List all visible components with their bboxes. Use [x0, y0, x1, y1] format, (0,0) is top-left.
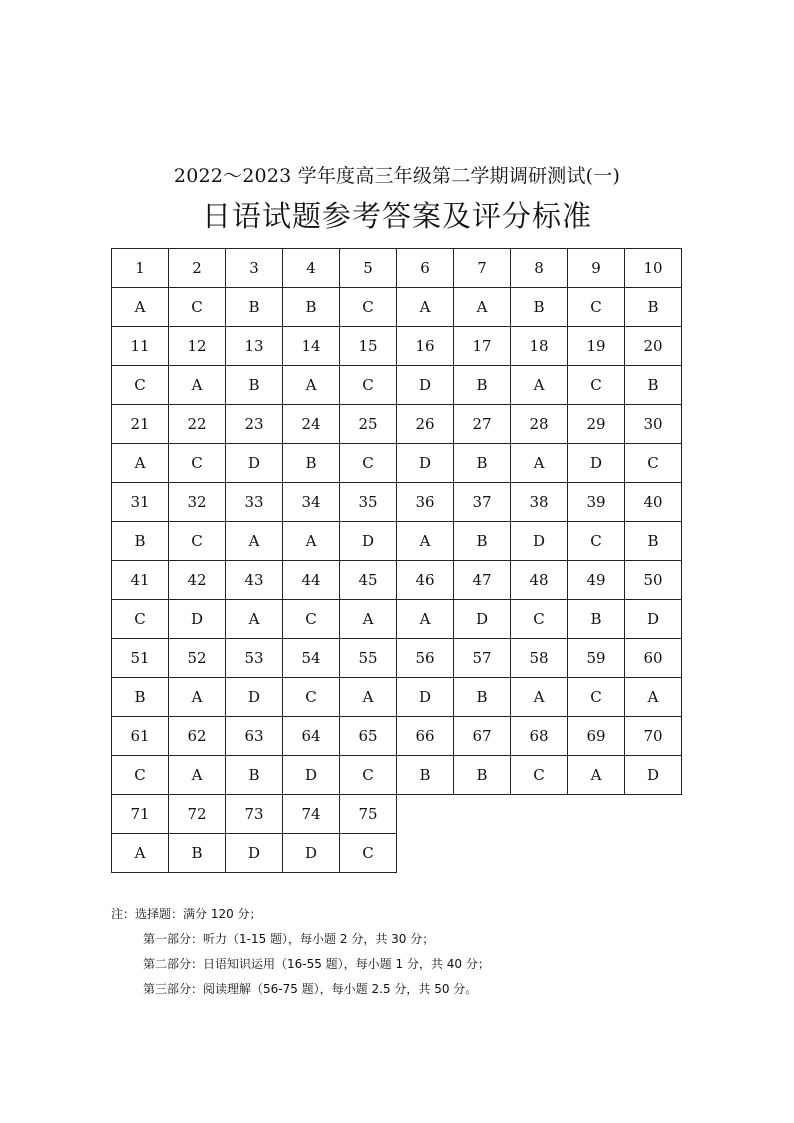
answer-row	[112, 522, 682, 561]
question-number-cell: 43	[226, 561, 283, 600]
answer-cell: C	[340, 288, 397, 327]
answer-cell: D	[283, 756, 340, 795]
question-number-cell: 64	[283, 717, 340, 756]
answer-cell: B	[226, 756, 283, 795]
answer-cell: B	[112, 678, 169, 717]
answer-cell: A	[397, 522, 454, 561]
note-line: 注：选择题：满分 120 分；	[111, 907, 262, 921]
question-number-cell: 8	[511, 249, 568, 288]
answer-cell: D	[226, 678, 283, 717]
answer-cell: D	[226, 834, 283, 873]
question-number-cell: 26	[397, 405, 454, 444]
answer-cell: B	[397, 756, 454, 795]
answer-cell: C	[340, 834, 397, 873]
answer-cell: B	[625, 288, 682, 327]
empty-cell	[625, 795, 682, 834]
note-line: 第三部分：阅读理解（56-75 题），每小题 2.5 分，共 50 分。	[143, 982, 478, 996]
note-line: 第一部分：听力（1-15 题），每小题 2 分，共 30 分；	[143, 932, 435, 946]
question-number-row	[112, 327, 682, 366]
answer-cell: D	[169, 600, 226, 639]
question-number-cell: 27	[454, 405, 511, 444]
question-number-cell: 36	[397, 483, 454, 522]
question-number-cell: 60	[625, 639, 682, 678]
answer-row	[112, 834, 682, 873]
answer-cell: D	[568, 444, 625, 483]
answer-cell: B	[112, 522, 169, 561]
answer-row	[112, 444, 682, 483]
question-number-cell: 54	[283, 639, 340, 678]
question-number-cell: 42	[169, 561, 226, 600]
question-number-cell: 47	[454, 561, 511, 600]
answer-cell: D	[397, 366, 454, 405]
question-number-cell: 7	[454, 249, 511, 288]
answer-cell: B	[283, 288, 340, 327]
answer-cell: C	[340, 756, 397, 795]
question-number-cell: 70	[625, 717, 682, 756]
question-number-cell: 5	[340, 249, 397, 288]
question-number-cell: 73	[226, 795, 283, 834]
answer-cell: A	[112, 444, 169, 483]
answer-cell: A	[283, 366, 340, 405]
answer-cell: A	[397, 288, 454, 327]
answer-cell: A	[511, 444, 568, 483]
answer-cell: A	[226, 600, 283, 639]
answer-cell: B	[454, 756, 511, 795]
question-number-cell: 67	[454, 717, 511, 756]
question-number-cell: 2	[169, 249, 226, 288]
question-number-cell: 66	[397, 717, 454, 756]
question-number-cell: 23	[226, 405, 283, 444]
question-number-cell: 6	[397, 249, 454, 288]
question-number-cell: 31	[112, 483, 169, 522]
answer-cell: D	[340, 522, 397, 561]
answer-cell: A	[112, 834, 169, 873]
question-number-cell: 74	[283, 795, 340, 834]
question-number-cell: 63	[226, 717, 283, 756]
question-number-row	[112, 249, 682, 288]
question-number-row	[112, 483, 682, 522]
answer-row	[112, 366, 682, 405]
answer-cell: A	[169, 366, 226, 405]
answer-cell: D	[397, 678, 454, 717]
answer-cell: C	[568, 522, 625, 561]
answer-cell: A	[454, 288, 511, 327]
question-number-cell: 61	[112, 717, 169, 756]
empty-cell	[397, 795, 454, 834]
answer-cell: D	[226, 444, 283, 483]
answer-table	[111, 248, 682, 873]
question-number-cell: 55	[340, 639, 397, 678]
question-number-cell: 45	[340, 561, 397, 600]
answer-cell: A	[340, 600, 397, 639]
answer-cell: C	[568, 366, 625, 405]
question-number-cell: 69	[568, 717, 625, 756]
answer-cell: B	[454, 366, 511, 405]
question-number-cell: 59	[568, 639, 625, 678]
empty-cell	[454, 795, 511, 834]
question-number-cell: 37	[454, 483, 511, 522]
question-number-cell: 72	[169, 795, 226, 834]
answer-cell: A	[112, 288, 169, 327]
question-number-cell: 57	[454, 639, 511, 678]
answer-cell: B	[511, 288, 568, 327]
answer-cell: C	[511, 600, 568, 639]
question-number-cell: 34	[283, 483, 340, 522]
answer-cell: C	[112, 366, 169, 405]
answer-cell: C	[340, 444, 397, 483]
answer-cell: A	[625, 678, 682, 717]
question-number-cell: 21	[112, 405, 169, 444]
question-number-cell: 17	[454, 327, 511, 366]
answer-cell: A	[169, 756, 226, 795]
answer-cell: B	[625, 366, 682, 405]
answer-cell: A	[340, 678, 397, 717]
answer-cell: B	[169, 834, 226, 873]
question-number-cell: 58	[511, 639, 568, 678]
empty-cell	[625, 834, 682, 873]
question-number-row	[112, 405, 682, 444]
question-number-row	[112, 795, 682, 834]
answer-cell: C	[625, 444, 682, 483]
answer-cell: B	[226, 366, 283, 405]
empty-cell	[511, 834, 568, 873]
answer-cell: B	[454, 522, 511, 561]
answer-cell: B	[283, 444, 340, 483]
question-number-cell: 3	[226, 249, 283, 288]
question-number-cell: 22	[169, 405, 226, 444]
answer-cell: C	[169, 288, 226, 327]
answer-cell: D	[511, 522, 568, 561]
question-number-row	[112, 717, 682, 756]
question-number-cell: 48	[511, 561, 568, 600]
answer-cell: A	[568, 756, 625, 795]
answer-cell: B	[454, 678, 511, 717]
question-number-cell: 29	[568, 405, 625, 444]
question-number-row	[112, 639, 682, 678]
question-number-cell: 44	[283, 561, 340, 600]
question-number-cell: 12	[169, 327, 226, 366]
empty-cell	[397, 834, 454, 873]
question-number-cell: 65	[340, 717, 397, 756]
answer-row	[112, 756, 682, 795]
question-number-cell: 52	[169, 639, 226, 678]
scoring-notes	[111, 902, 490, 1002]
question-number-cell: 62	[169, 717, 226, 756]
question-number-cell: 24	[283, 405, 340, 444]
answer-cell: C	[169, 522, 226, 561]
question-number-cell: 30	[625, 405, 682, 444]
answer-cell: B	[625, 522, 682, 561]
empty-cell	[568, 795, 625, 834]
answer-cell: B	[454, 444, 511, 483]
answer-cell: A	[397, 600, 454, 639]
question-number-cell: 28	[511, 405, 568, 444]
answer-cell: A	[283, 522, 340, 561]
question-number-cell: 41	[112, 561, 169, 600]
answer-cell: D	[283, 834, 340, 873]
answer-cell: C	[169, 444, 226, 483]
question-number-cell: 19	[568, 327, 625, 366]
question-number-cell: 71	[112, 795, 169, 834]
question-number-cell: 4	[283, 249, 340, 288]
question-number-cell: 35	[340, 483, 397, 522]
question-number-cell: 32	[169, 483, 226, 522]
answer-cell: B	[226, 288, 283, 327]
answer-cell: C	[568, 678, 625, 717]
exam-subtitle: 2022～2023 学年度高三年级第二学期调研测试(一)	[173, 165, 621, 187]
question-number-cell: 9	[568, 249, 625, 288]
question-number-cell: 39	[568, 483, 625, 522]
answer-cell: C	[283, 600, 340, 639]
question-number-cell: 10	[625, 249, 682, 288]
question-number-cell: 11	[112, 327, 169, 366]
answer-cell: A	[169, 678, 226, 717]
empty-cell	[511, 795, 568, 834]
answer-cell: D	[625, 756, 682, 795]
question-number-row	[112, 561, 682, 600]
question-number-cell: 40	[625, 483, 682, 522]
question-number-cell: 53	[226, 639, 283, 678]
question-number-cell: 18	[511, 327, 568, 366]
answer-row	[112, 288, 682, 327]
page-title: 日语试题参考答案及评分标准	[201, 199, 592, 233]
answer-cell: C	[340, 366, 397, 405]
question-number-cell: 14	[283, 327, 340, 366]
answer-cell: A	[226, 522, 283, 561]
question-number-cell: 49	[568, 561, 625, 600]
question-number-cell: 1	[112, 249, 169, 288]
answer-cell: A	[511, 678, 568, 717]
answer-cell: D	[625, 600, 682, 639]
answer-cell: C	[112, 756, 169, 795]
question-number-cell: 51	[112, 639, 169, 678]
answer-cell: C	[112, 600, 169, 639]
note-line: 第二部分：日语知识运用（16-55 题），每小题 1 分，共 40 分；	[143, 957, 490, 971]
answer-row	[112, 600, 682, 639]
answer-cell: C	[511, 756, 568, 795]
answer-cell: D	[397, 444, 454, 483]
question-number-cell: 33	[226, 483, 283, 522]
question-number-cell: 56	[397, 639, 454, 678]
question-number-cell: 15	[340, 327, 397, 366]
question-number-cell: 38	[511, 483, 568, 522]
empty-cell	[568, 834, 625, 873]
question-number-cell: 50	[625, 561, 682, 600]
question-number-cell: 20	[625, 327, 682, 366]
empty-cell	[454, 834, 511, 873]
answer-cell: A	[511, 366, 568, 405]
question-number-cell: 16	[397, 327, 454, 366]
answer-cell: C	[283, 678, 340, 717]
question-number-cell: 25	[340, 405, 397, 444]
answer-cell: C	[568, 288, 625, 327]
answer-row	[112, 678, 682, 717]
answer-cell: B	[568, 600, 625, 639]
question-number-cell: 13	[226, 327, 283, 366]
answer-cell: D	[454, 600, 511, 639]
question-number-cell: 68	[511, 717, 568, 756]
question-number-cell: 75	[340, 795, 397, 834]
question-number-cell: 46	[397, 561, 454, 600]
